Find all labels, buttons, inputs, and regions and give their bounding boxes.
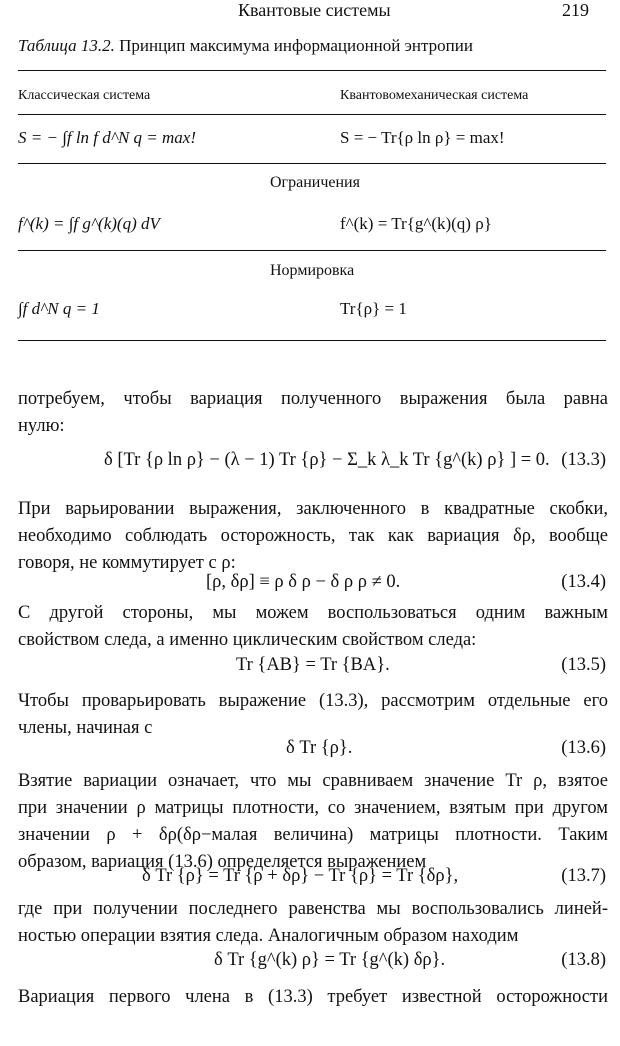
- table-caption-label: Таблица 13.2.: [18, 36, 115, 55]
- paragraph-7: [18, 984, 608, 1011]
- paragraph-5-line-1: Взятие вариации означает, что мы сравниваем значение Tr ρ, взятое: [18, 771, 608, 791]
- paragraph-4-line-2: члены, начиная с: [18, 718, 153, 738]
- table-rule-3: [18, 250, 606, 251]
- section-normalization: Нормировка: [270, 262, 355, 279]
- equation-number-13-8: (13.8): [561, 950, 606, 970]
- paragraph-2-line-2: необходимо соблюдать осторожность, так как вариация δρ, вообще: [18, 526, 608, 546]
- equation-number-13-4: (13.4): [561, 572, 606, 592]
- normalization-quantum-formula: Tr{ρ} = 1: [340, 299, 407, 318]
- paragraph-6-line-2: ностью операции взятия следа. Аналогичным образом находим: [18, 926, 519, 946]
- equation-number-13-6: (13.6): [561, 738, 606, 758]
- paragraph-5-line-4: образом, вариация (13.6) определяется выражением: [18, 852, 427, 872]
- equation-13-3: δ [Tr {ρ ln ρ} − (λ − 1) Tr {ρ} − Σ_k λ_k Tr {g^(k) ρ} ] = 0.: [104, 450, 550, 470]
- paragraph-3: [18, 600, 608, 654]
- table-top-rule: [18, 70, 606, 71]
- entropy-quantum-formula: S = − Tr{ρ ln ρ} = max!: [340, 128, 505, 147]
- equation-13-4: [ρ, δρ] ≡ ρ δ ρ − δ ρ ρ ≠ 0.: [206, 572, 401, 592]
- equation-13-7: δ Tr {ρ} = Tr {ρ + δρ} − Tr {ρ} = Tr {δρ},: [142, 866, 459, 886]
- paragraph-5-line-2: при значении ρ матрицы плотности, со значением, взятым при другом: [18, 798, 608, 818]
- paragraph-1: [18, 386, 608, 440]
- table-rule-2: [18, 163, 606, 164]
- paragraph-2: [18, 496, 608, 577]
- table-bottom-rule: [18, 340, 606, 341]
- table-caption-text: Принцип максимума информационной энтропии: [119, 36, 473, 55]
- running-title: Квантовые системы: [238, 0, 391, 20]
- equation-number-13-7: (13.7): [561, 866, 606, 886]
- paragraph-7-line-1: Вариация первого члена в (13.3) требует известной осторожности: [18, 987, 608, 1007]
- page-number: 219: [562, 0, 589, 20]
- constraint-classical-formula: f^(k) = ∫f g^(k)(q) dV: [18, 214, 160, 233]
- paragraph-5: [18, 768, 608, 876]
- paragraph-3-line-1: С другой стороны, мы можем воспользоваться одним важным: [18, 603, 608, 623]
- paragraph-4: [18, 688, 608, 742]
- equation-number-13-3: (13.3): [561, 450, 606, 470]
- normalization-classical-formula: ∫f d^N q = 1: [18, 299, 100, 318]
- equation-13-5: Tr {AB} = Tr {BA}.: [236, 655, 390, 675]
- paragraph-5-line-3: значении ρ + δρ(δρ−малая величина) матрицы плотности. Таким: [18, 825, 608, 845]
- paragraph-4-line-1: Чтобы проварьировать выражение (13.3), рассмотрим отдельные его: [18, 691, 608, 711]
- paragraph-1-line-1: потребуем, чтобы вариация полученного выражения была равна: [18, 389, 608, 409]
- paragraph-6-line-1: где при получении последнего равенства мы воспользовались линей-: [18, 899, 608, 919]
- table-header-rule: [18, 114, 606, 115]
- equation-13-8: δ Tr {g^(k) ρ} = Tr {g^(k) δρ}.: [214, 950, 446, 970]
- section-constraints: Ограничения: [270, 174, 360, 191]
- equation-number-13-5: (13.5): [561, 655, 606, 675]
- column-header-quantum: Квантовомеханическая система: [340, 88, 529, 103]
- paragraph-3-line-2: свойством следа, а именно циклическим свойством следа:: [18, 630, 477, 650]
- equation-13-6: δ Tr {ρ}.: [286, 738, 353, 758]
- constraint-quantum-formula: f^(k) = Tr{g^(k)(q) ρ}: [340, 214, 492, 233]
- entropy-classical-formula: S = − ∫f ln f d^N q = max!: [18, 128, 196, 147]
- paragraph-1-line-2: нулю:: [18, 416, 65, 436]
- column-header-classical: Классическая система: [18, 88, 151, 103]
- paragraph-2-line-3: говоря, не коммутирует с ρ:: [18, 553, 236, 573]
- table-caption: [18, 36, 473, 56]
- paragraph-6: [18, 896, 608, 950]
- paragraph-2-line-1: При варьировании выражения, заключенного в квадратные скобки,: [18, 499, 608, 519]
